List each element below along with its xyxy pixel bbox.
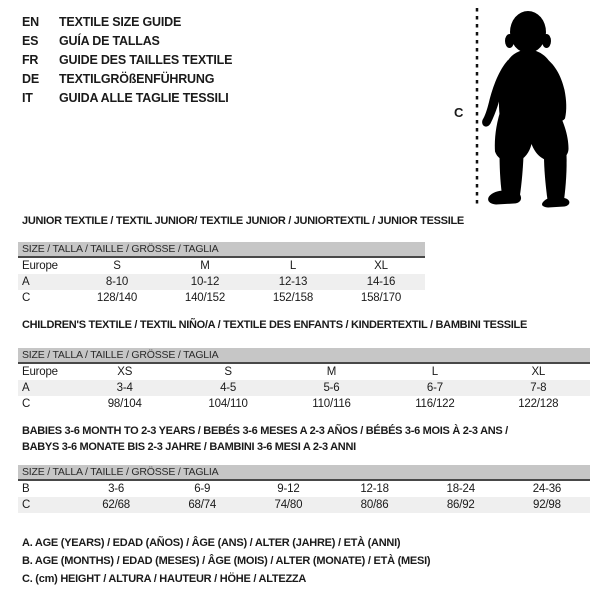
size-cell: XS	[117, 366, 133, 378]
section-junior-textile	[18, 215, 464, 306]
language-row	[22, 12, 232, 31]
age-cell: 6-9	[194, 483, 211, 495]
table-row	[18, 274, 425, 290]
age-cell: 24-36	[532, 483, 562, 495]
language-title: TEXTILE SIZE GUIDE	[59, 14, 182, 29]
size-cell: M	[326, 366, 337, 378]
language-title: GUÍA DE TALLAS	[59, 33, 160, 48]
language-row	[22, 69, 232, 88]
table-row	[18, 396, 590, 412]
row-label: A	[22, 276, 30, 288]
size-header-bar: SIZE / TALLA / TAILLE / GRÖSSE / TAGLIA	[18, 465, 590, 481]
language-title: TEXTILGRÖßENFÜHRUNG	[59, 71, 215, 86]
language-code: EN	[22, 14, 39, 29]
size-cell: XL	[374, 260, 388, 272]
legend-notes	[22, 534, 430, 588]
legend-note-a: A. AGE (YEARS) / EDAD (AÑOS) / ÂGE (ANS) / ALTER (JAHRE) / ETÀ (ANNI)	[22, 537, 401, 549]
row-label: C	[22, 398, 31, 410]
height-cell: 110/116	[312, 398, 351, 410]
age-cell: 8-10	[105, 276, 129, 288]
height-cell: 152/158	[272, 292, 314, 304]
height-cell: 80/86	[360, 499, 389, 511]
age-cell: 3-4	[116, 382, 133, 394]
baby-figure	[440, 0, 600, 215]
age-cell: 5-6	[323, 382, 340, 394]
size-cell: XL	[531, 366, 546, 378]
age-cell: 6-7	[426, 382, 443, 394]
size-header-bar: SIZE / TALLA / TAILLE / GRÖSSE / TAGLIA	[18, 242, 425, 258]
age-cell: 14-16	[366, 276, 396, 288]
height-cell: 122/128	[518, 398, 559, 410]
size-cell: L	[431, 366, 438, 378]
age-cell: 4-5	[220, 382, 237, 394]
legend-note-c: C. (cm) HEIGHT / ALTURA / HAUTEUR / HÖHE / ALTEZZA	[22, 573, 307, 585]
height-cell: 128/140	[96, 292, 138, 304]
age-cell: 10-12	[190, 276, 220, 288]
language-code: DE	[22, 71, 39, 86]
table-row	[18, 380, 590, 396]
height-cell: 92/98	[533, 499, 561, 511]
language-code: ES	[22, 33, 39, 48]
language-title: GUIDE DES TAILLES TEXTILE	[59, 52, 233, 67]
row-label: Europe	[22, 260, 58, 272]
language-code: IT	[22, 90, 33, 105]
height-label-c: C	[454, 105, 464, 120]
table-row	[18, 258, 425, 274]
height-cell: 140/152	[184, 292, 226, 304]
row-label: A	[22, 382, 30, 394]
size-cell: M	[200, 260, 210, 272]
size-cell: S	[224, 366, 232, 378]
height-cell: 116/122	[415, 398, 455, 410]
age-cell: 18-24	[446, 483, 475, 495]
size-cell: S	[113, 260, 121, 272]
table-row	[18, 481, 590, 497]
section-babies-textile	[18, 423, 590, 513]
language-code: FR	[22, 52, 39, 67]
section-title-line2: BABYS 3-6 MONATE BIS 2-3 JAHRE / BAMBINI 3-6 MESI A 2-3 ANNI	[22, 441, 356, 453]
row-label: B	[22, 483, 30, 495]
age-cell: 12-13	[278, 276, 308, 288]
height-cell: 158/170	[360, 292, 402, 304]
height-cell: 68/74	[188, 499, 217, 511]
section-title: JUNIOR TEXTILE / TEXTIL JUNIOR/ TEXTILE JUNIOR / JUNIORTEXTIL / JUNIOR TESSILE	[22, 215, 464, 227]
legend-note-b: B. AGE (MONTHS) / EDAD (MESES) / ÂGE (MOIS) / ALTER (MONATE) / ETÀ (MESI)	[22, 555, 431, 567]
baby-silhouette-icon	[482, 11, 569, 208]
table-row	[18, 364, 590, 380]
row-label: C	[22, 499, 31, 511]
age-cell: 9-12	[277, 483, 300, 495]
language-row	[22, 88, 232, 107]
age-cell: 12-18	[360, 483, 389, 495]
table-row	[18, 497, 590, 513]
section-title: BABIES 3-6 MONTH TO 2-3 YEARS / BEBÉS 3-6 MESES A 2-3 AÑOS / BÉBÉS 3-6 MOIS À 2-3 ANS /	[22, 425, 508, 437]
section-childrens-textile	[18, 319, 590, 412]
table-row	[18, 290, 425, 306]
language-title: GUIDA ALLE TAGLIE TESSILI	[59, 90, 229, 105]
language-row	[22, 50, 232, 69]
size-cell: L	[289, 260, 297, 272]
size-header-bar: SIZE / TALLA / TAILLE / GRÖSSE / TAGLIA	[18, 348, 590, 364]
age-cell: 3-6	[108, 483, 125, 495]
height-cell: 86/92	[446, 499, 475, 511]
row-label: C	[22, 292, 31, 304]
language-row	[22, 31, 232, 50]
height-cell: 62/68	[102, 499, 130, 511]
height-cell: 98/104	[107, 398, 142, 410]
language-list	[22, 12, 232, 107]
height-cell: 104/110	[208, 398, 248, 410]
height-cell: 74/80	[274, 499, 303, 511]
row-label: Europe	[22, 366, 58, 378]
section-title: CHILDREN'S TEXTILE / TEXTIL NIÑO/A / TEXTILE DES ENFANTS / KINDERTEXTIL / BAMBINI TESSILE	[22, 319, 527, 331]
age-cell: 7-8	[530, 382, 547, 394]
